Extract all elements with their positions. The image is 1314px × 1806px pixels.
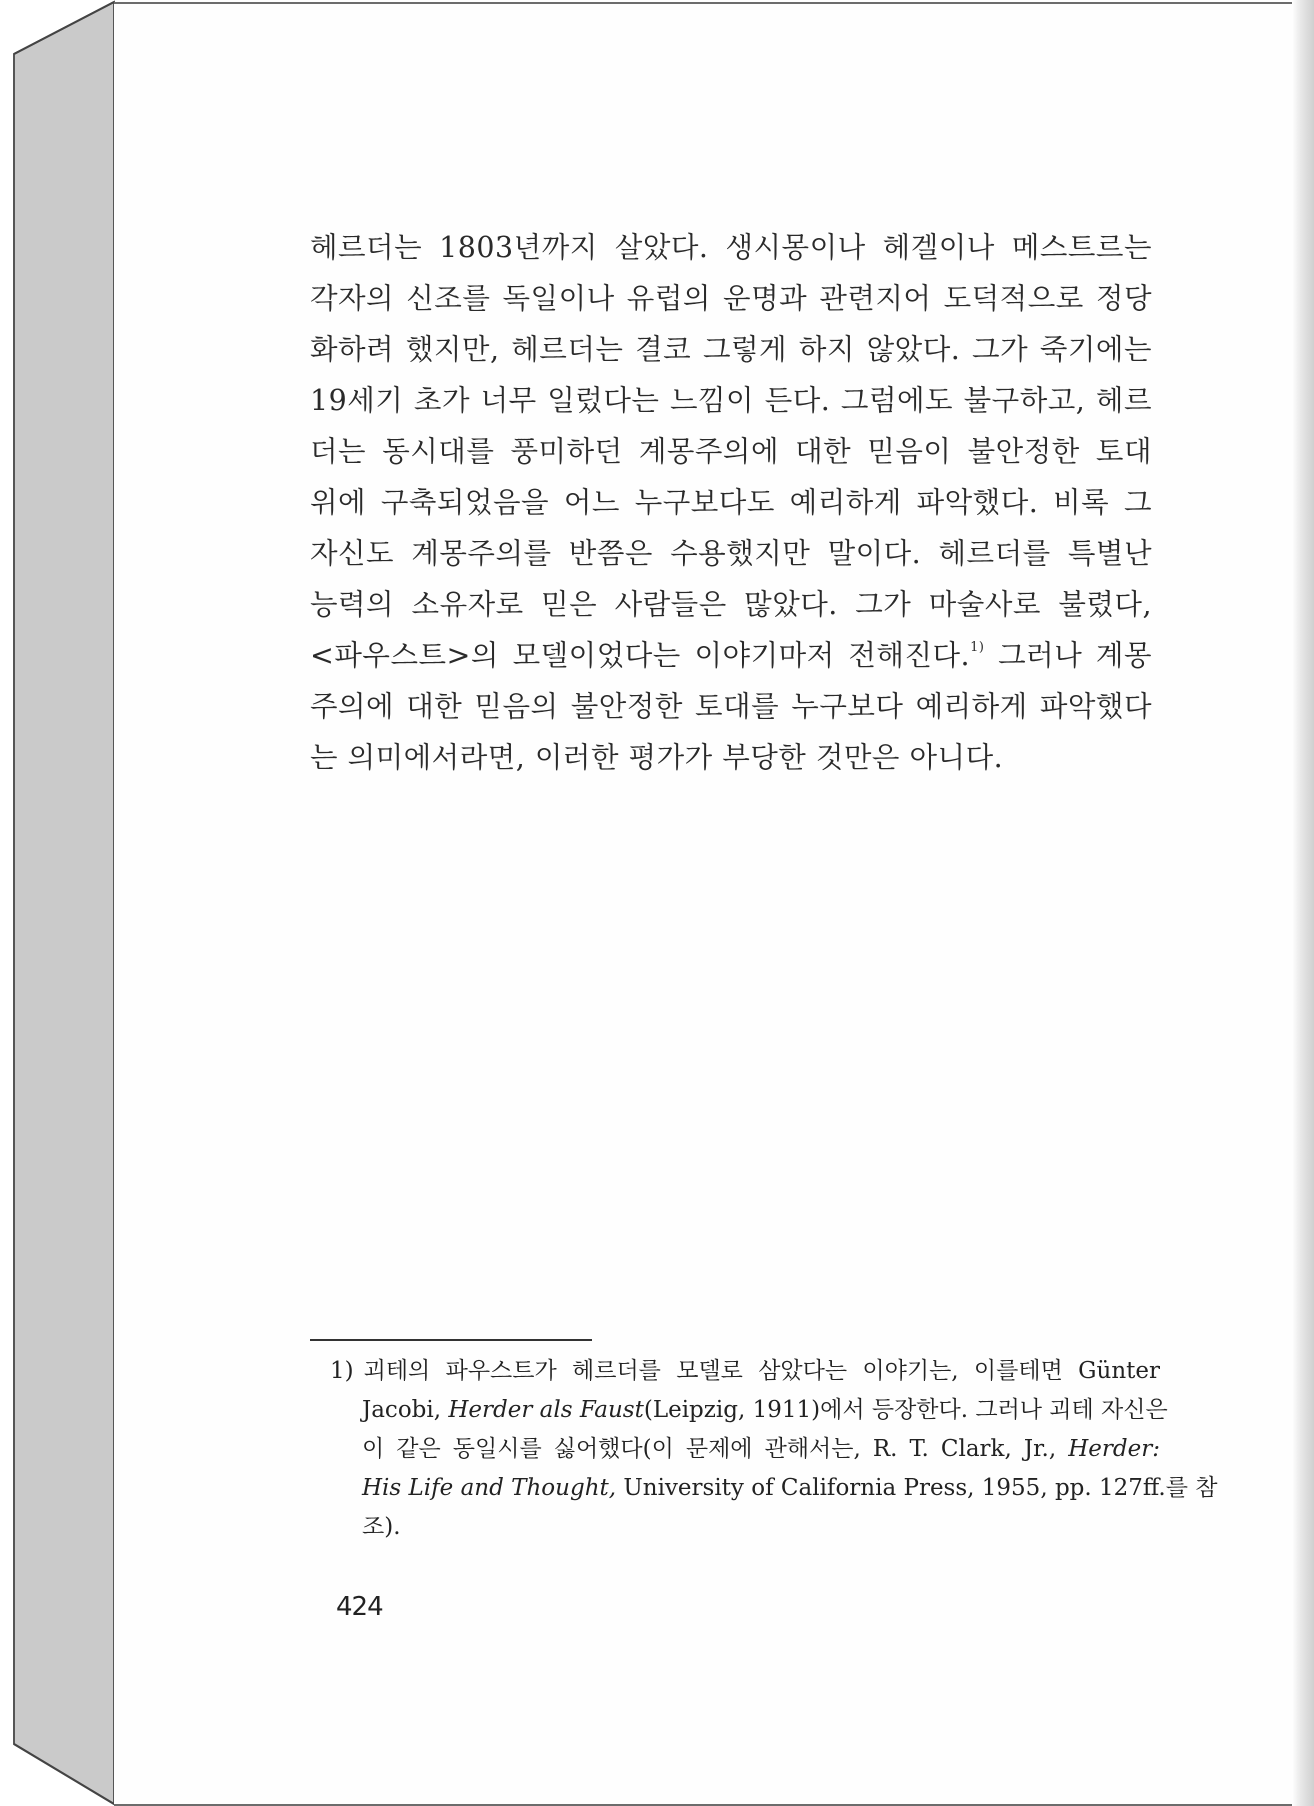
footnote [330,1352,1218,1547]
book-title: His Life and Thought, [362,1475,617,1501]
footnote-number: 1) [330,1358,354,1384]
text-line: 각자의 신조를 독일이나 유럽의 운명과 관련지어 도덕적으로 정당 [310,282,1152,315]
text-line: 위에 구축되었음을 어느 누구보다도 예리하게 파악했다. 비록 그 [310,486,1152,519]
book-title: Herder: [1068,1436,1160,1462]
text-line: 더는 동시대를 풍미하던 계몽주의에 대한 믿음이 불안정한 토대 [310,435,1152,468]
page-shadow [1292,0,1314,1806]
footnote-line: 조). [362,1514,401,1540]
book-title: Herder als Faust [448,1397,644,1423]
footnote-line [340,1430,1160,1469]
text-line: 능력의 소유자로 믿은 사람들은 많았다. 그가 마술사로 불렸다, [310,588,1152,621]
footnote-divider [310,1339,592,1341]
text-segment: Jacobi, [362,1397,449,1423]
footnote-line [340,1391,1168,1430]
body-paragraph [310,222,1152,783]
text-line: 주의에 대한 믿음의 불안정한 토대를 누구보다 예리하게 파악했다 [310,690,1152,723]
footnote-reference[interactable]: 1) [970,640,985,655]
book-edge [0,0,120,1806]
text-segment: (Leipzig, 1911)에서 등장한다. 그러나 괴테 자신은 [643,1397,1168,1423]
footnote-line [330,1352,1160,1391]
text-line: 자신도 계몽주의를 반쯤은 수용했지만 말이다. 헤르더를 특별난 [310,537,1152,570]
text-segment: 괴테의 파우스트가 헤르더를 모델로 삼았다는 이야기는, 이를테면 Günter [363,1358,1160,1384]
text-line: 는 의미에서라면, 이러한 평가가 부당한 것만은 아니다. [310,741,1004,774]
text-segment: University of California Press, 1955, pp. 127ff.를 참 [616,1475,1218,1501]
text-segment: <파우스트>의 모델이었다는 이야기마저 전해진다. [310,639,971,672]
text-line: 19세기 초가 너무 일렀다는 느낌이 든다. 그럼에도 불구하고, 헤르 [310,384,1152,417]
footnote-line [340,1469,1218,1508]
text-segment: 이 같은 동일시를 싫어했다(이 문제에 관해서는, R. T. Clark, Jr., [362,1436,1069,1462]
text-segment: 그러나 계몽 [984,639,1152,672]
text-line [310,630,1152,681]
page-number: 424 [336,1592,383,1622]
text-line: 화하려 했지만, 헤르더는 결코 그렇게 하지 않았다. 그가 죽기에는 [310,333,1152,366]
text-line: 헤르더는 1803년까지 살았다. 생시몽이나 헤겔이나 메스트르는 [310,231,1152,264]
